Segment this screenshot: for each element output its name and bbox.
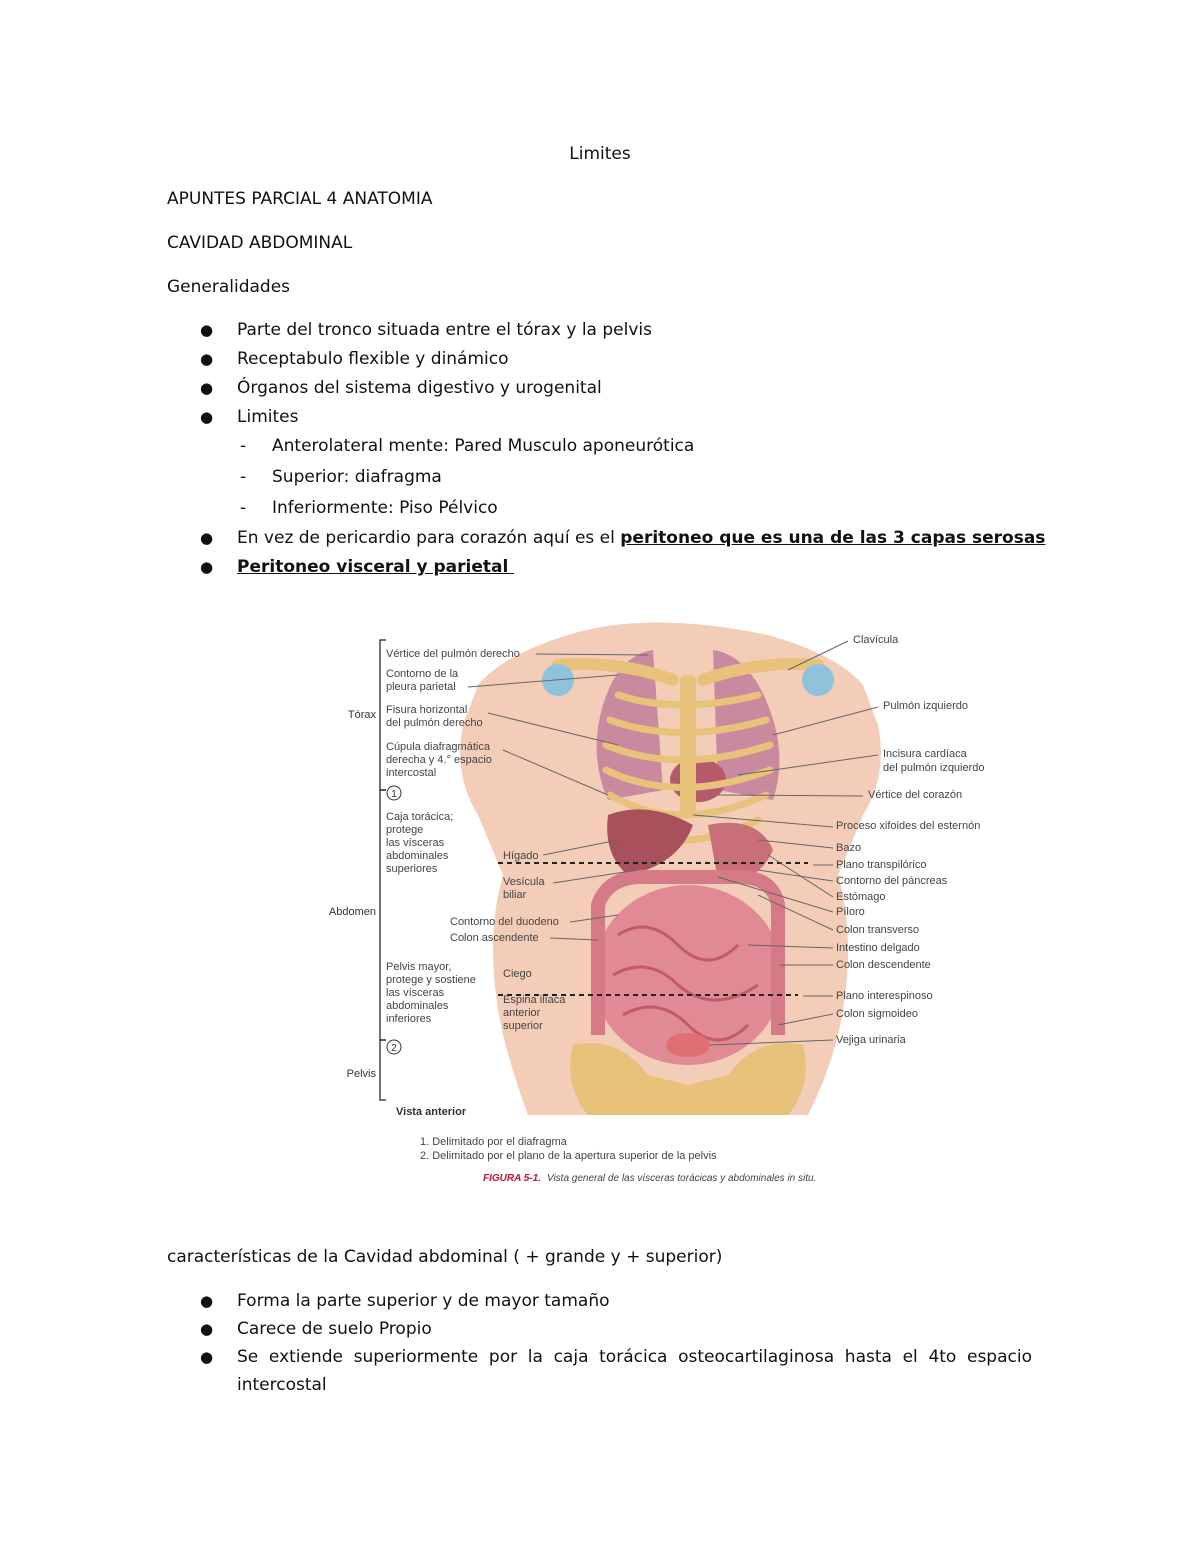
list-item: Órganos del sistema digestivo y urogenital [237, 378, 602, 398]
bullet-dot: ● [200, 529, 214, 547]
bullet-dot: ● [200, 321, 214, 339]
fig-label: Vértice del pulmón derecho [386, 648, 520, 660]
fig-label: anterior [503, 1007, 541, 1019]
fig-label: Contorno del páncreas [836, 875, 948, 887]
fig-label: Vesícula [503, 876, 545, 888]
figure-note: 2. Delimitado por el plano de la apertura superior de la pelvis [420, 1150, 717, 1162]
fig-label: Hígado [503, 850, 539, 862]
left-shoulder [802, 664, 834, 696]
fig-label: intercostal [386, 767, 437, 779]
caption-text: Vista general de las vísceras torácicas y abdominales in situ. [546, 1173, 817, 1184]
fig-label: Cúpula diafragmática [386, 741, 490, 753]
heading-apuntes: APUNTES PARCIAL 4 ANATOMIA [167, 189, 433, 209]
fig-label: Contorno del duodeno [450, 916, 559, 928]
sternum [680, 675, 696, 815]
fig-label: Incisura cardíaca [883, 748, 967, 760]
bullet-dot: ● [200, 558, 214, 576]
fig-label: Vértice del corazón [868, 789, 963, 801]
fig-label: Colon transverso [836, 924, 920, 936]
region-abdomen: Abdomen [328, 906, 376, 918]
fig-label: Caja torácica; [386, 811, 454, 823]
figure-note: 1. Delimitado por el diafragma [420, 1136, 567, 1148]
fig-label: Pulmón izquierdo [883, 700, 968, 712]
fig-label: abdominales [386, 1000, 449, 1012]
peritoneo-prefix: En vez de pericardio para corazón aquí es el [237, 528, 621, 548]
bullet-dot: ● [200, 379, 214, 397]
marker-1: 1 [391, 789, 397, 800]
bullet-dot: ● [200, 1292, 214, 1310]
fig-label: pleura parietal [386, 681, 456, 693]
caption-label: FIGURA 5-1. [483, 1173, 541, 1184]
region-torax: Tórax [347, 709, 376, 721]
bullet-dot: ● [200, 350, 214, 368]
fig-label: Colon ascendente [450, 932, 539, 944]
fig-label: Contorno de la [386, 668, 459, 680]
list-item: Parte del tronco situada entre el tórax y la pelvis [237, 320, 652, 340]
list-item: Receptabulo flexible y dinámico [237, 349, 509, 369]
peritoneo-emphasis: peritoneo que es una de las 3 capas serosas [620, 528, 1046, 548]
fig-label: las vísceras [386, 987, 445, 999]
bullet-dot: ● [200, 1348, 214, 1366]
sub-item: Inferiormente: Piso Pélvico [272, 498, 498, 518]
fig-label: Fisura horizontal [386, 704, 468, 716]
fig-label: Colon descendente [836, 959, 931, 971]
fig-label: Proceso xifoides del esternón [836, 820, 981, 832]
list-item: Forma la parte superior y de mayor tamaño [237, 1291, 610, 1311]
bullet-dot: ● [200, 1320, 214, 1338]
fig-label: biliar [503, 889, 527, 901]
fig-label: Bazo [836, 842, 862, 854]
dash-marker: - [240, 498, 247, 518]
list-item-peritoneo [237, 527, 1045, 549]
fig-label: del pulmón izquierdo [883, 762, 985, 774]
fig-label: Píloro [836, 906, 865, 918]
heading-cavidad: CAVIDAD ABDOMINAL [167, 233, 353, 253]
list-item-visceral: Peritoneo visceral y parietal [237, 557, 515, 577]
fig-label: Espina ilíaca [503, 994, 566, 1006]
bladder [666, 1033, 710, 1057]
sub-item: Anterolateral mente: Pared Musculo aponeurótica [272, 436, 695, 456]
fig-label: Pelvis mayor, [386, 961, 452, 973]
heart-shape [670, 758, 726, 802]
marker-2: 2 [391, 1043, 397, 1054]
list-item-long: Se extiende superiormente por la caja torácica osteocartilaginosa hasta el 4to espacio intercostal [237, 1347, 1032, 1395]
fig-label: derecha y 4.° espacio [386, 754, 492, 766]
bullet-dot: ● [200, 408, 214, 426]
fig-label: Vejiga urinaria [836, 1034, 906, 1046]
fig-label: Estómago [836, 891, 886, 903]
view-label: Vista anterior [396, 1106, 467, 1118]
fig-label: superior [503, 1020, 543, 1032]
fig-label: protege [386, 824, 424, 836]
fig-label: del pulmón derecho [386, 717, 483, 729]
fig-label: Plano interespinoso [836, 990, 933, 1002]
dash-marker: - [240, 436, 247, 456]
fig-label: Clavícula [853, 634, 899, 646]
fig-label: inferiores [386, 1013, 432, 1025]
anatomy-figure [318, 615, 1018, 1190]
fig-label: abdominales [386, 850, 449, 862]
heading-caracteristicas: características de la Cavidad abdominal ( + grande y + superior) [167, 1247, 723, 1267]
figure-caption [483, 1173, 816, 1184]
fig-label: protege y sostiene [386, 974, 476, 986]
list-item: Carece de suelo Propio [237, 1319, 432, 1339]
fig-label: superiores [386, 863, 438, 875]
list-item: Limites [237, 407, 299, 427]
dash-marker: - [240, 467, 247, 487]
fig-label: las vísceras [386, 837, 445, 849]
fig-label: Ciego [503, 968, 532, 980]
page-title: Limites [569, 144, 631, 164]
fig-label: Plano transpilórico [836, 859, 927, 871]
sub-item: Superior: diafragma [272, 467, 442, 487]
fig-label: Colon sigmoideo [836, 1008, 918, 1020]
heading-generalidades: Generalidades [167, 277, 291, 297]
fig-label: Intestino delgado [836, 942, 920, 954]
region-pelvis: Pelvis [346, 1068, 376, 1080]
